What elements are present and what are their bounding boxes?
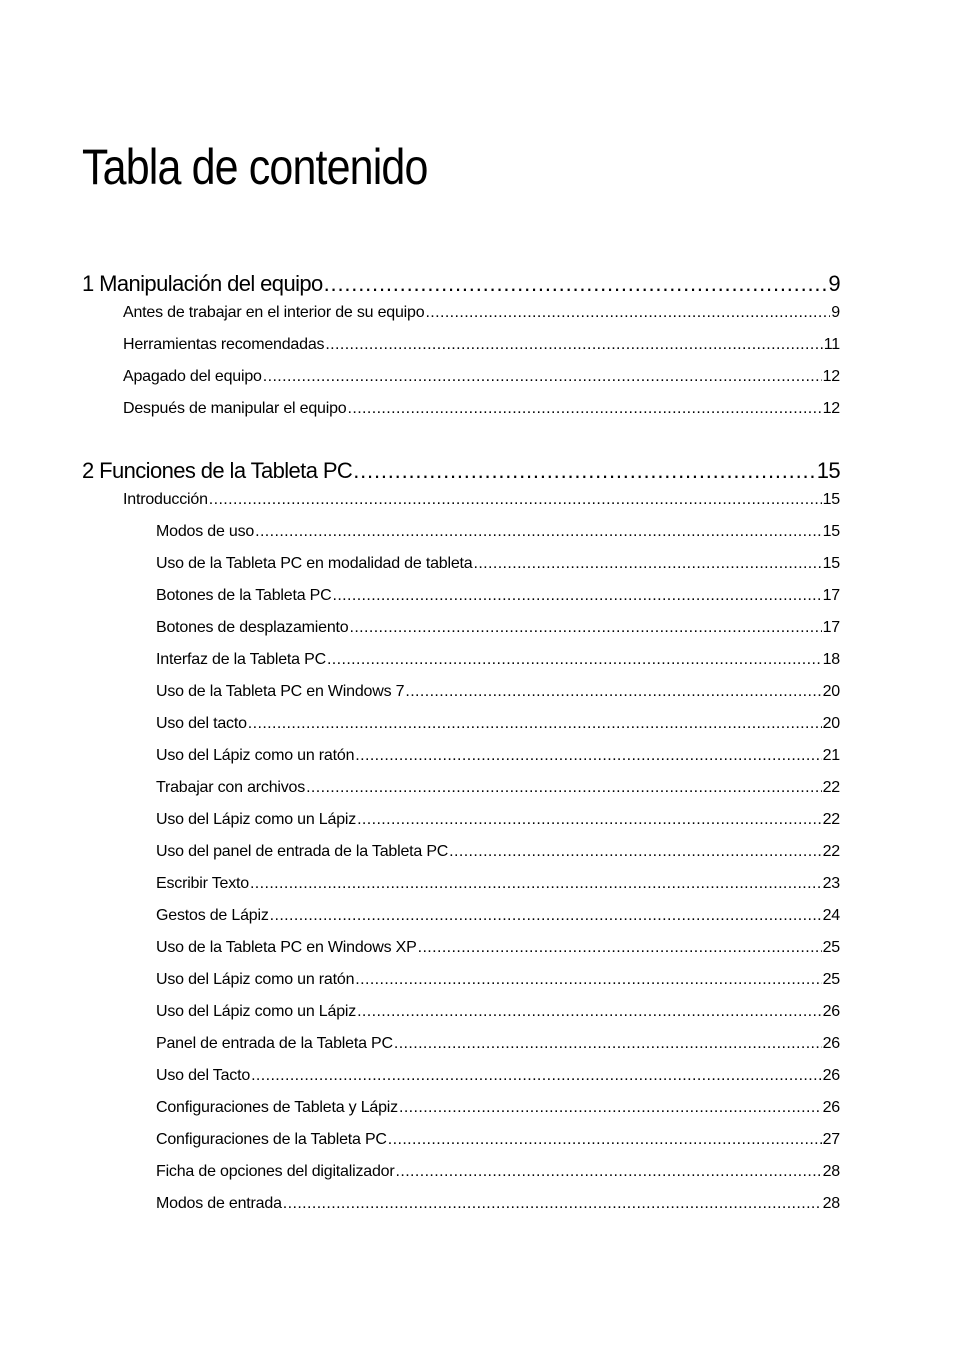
toc-entry[interactable] — [156, 1127, 840, 1153]
toc-leader-dots — [405, 679, 821, 705]
toc-entry[interactable] — [123, 300, 840, 326]
toc-leader-dots — [248, 711, 822, 737]
toc-entry[interactable] — [156, 711, 840, 737]
toc-leader-dots — [306, 775, 822, 801]
toc-entry[interactable] — [156, 615, 840, 641]
toc-entry-page-number: 26 — [822, 1035, 840, 1052]
toc-entry-label: Herramientas recomendadas — [123, 336, 325, 353]
toc-entry-label: Configuraciones de Tableta y Lápiz — [156, 1099, 398, 1116]
toc-entry-page-number: 15 — [822, 491, 840, 508]
toc-chapter-label: 2 Funciones de la Tableta PC — [82, 458, 353, 483]
toc-entry[interactable] — [156, 679, 840, 705]
toc-entry-label: Trabajar con archivos — [156, 779, 306, 796]
toc-entry-page-number: 26 — [822, 1067, 840, 1084]
toc-entry[interactable] — [156, 839, 840, 865]
toc-entry-label: Uso del Lápiz como un Lápiz — [156, 1003, 357, 1020]
toc-entry-label: Después de manipular el equipo — [123, 400, 347, 417]
toc-entry-page-number: 9 — [831, 304, 840, 321]
toc-leader-dots — [283, 1191, 822, 1217]
toc-chapter[interactable] — [82, 268, 840, 300]
toc-leader-dots — [355, 967, 821, 993]
toc-leader-dots — [388, 1127, 822, 1153]
toc-entry-label: Botones de la Tableta PC — [156, 587, 332, 604]
toc-leader-dots — [324, 268, 828, 300]
toc-leader-dots — [355, 743, 821, 769]
toc-entry-page-number: 17 — [822, 619, 840, 636]
toc-leader-dots — [357, 999, 822, 1025]
toc-entry-page-number: 15 — [822, 555, 840, 572]
toc-entry-page-number: 17 — [822, 587, 840, 604]
toc-leader-dots — [255, 519, 821, 545]
toc-entry-label: Modos de uso — [156, 523, 255, 540]
toc-entry-page-number: 18 — [822, 651, 840, 668]
toc-entry[interactable] — [123, 487, 840, 513]
toc-entry-label: Introducción — [123, 491, 208, 508]
toc-entry-page-number: 12 — [822, 368, 840, 385]
toc-entry[interactable] — [156, 519, 840, 545]
toc-entry[interactable] — [123, 332, 840, 358]
toc-entry-label: Interfaz de la Tableta PC — [156, 651, 326, 668]
toc-chapter-page-number: 15 — [816, 458, 840, 483]
toc-entry[interactable] — [156, 935, 840, 961]
toc-entry[interactable] — [156, 551, 840, 577]
toc-entry-label: Modos de entrada — [156, 1195, 282, 1212]
toc-leader-dots — [250, 871, 822, 897]
toc-entry-label: Escribir Texto — [156, 875, 249, 892]
toc-leader-dots — [325, 332, 822, 358]
toc-entry[interactable] — [156, 1095, 840, 1121]
toc-entry-page-number: 25 — [822, 939, 840, 956]
toc-entry-label: Antes de trabajar en el interior de su equipo — [123, 304, 425, 321]
toc-entry[interactable] — [156, 583, 840, 609]
toc-entry[interactable] — [156, 1159, 840, 1185]
toc-entry-label: Uso del Lápiz como un Lápiz — [156, 811, 357, 828]
toc-entry[interactable] — [156, 871, 840, 897]
toc-leader-dots — [473, 551, 821, 577]
page-title: Tabla de contenido — [82, 139, 428, 195]
toc-leader-dots — [418, 935, 822, 961]
toc-entry-page-number: 22 — [822, 843, 840, 860]
toc-entry-page-number: 12 — [822, 400, 840, 417]
toc-entry-label: Ficha de opciones del digitalizador — [156, 1163, 395, 1180]
toc-entry-label: Configuraciones de la Tableta PC — [156, 1131, 387, 1148]
toc-entry-label: Panel de entrada de la Tableta PC — [156, 1035, 393, 1052]
toc-entry-label: Uso del tacto — [156, 715, 247, 732]
toc-entry[interactable] — [156, 775, 840, 801]
toc-leader-dots — [209, 487, 822, 513]
toc-entry[interactable] — [156, 1031, 840, 1057]
toc-entry-page-number: 25 — [822, 971, 840, 988]
toc-entry[interactable] — [123, 396, 840, 422]
toc-leader-dots — [263, 364, 822, 390]
toc-leader-dots — [251, 1063, 822, 1089]
toc-entry-page-number: 11 — [823, 336, 840, 353]
toc-entry[interactable] — [156, 903, 840, 929]
toc-entry[interactable] — [156, 967, 840, 993]
toc-entry-page-number: 20 — [822, 683, 840, 700]
toc-entry[interactable] — [123, 364, 840, 390]
toc-entry-page-number: 23 — [822, 875, 840, 892]
toc-entry-page-number: 26 — [822, 1099, 840, 1116]
toc-entry-label: Uso de la Tableta PC en modalidad de tableta — [156, 555, 473, 572]
toc-entry[interactable] — [156, 743, 840, 769]
toc-leader-dots — [394, 1031, 822, 1057]
toc-entry-page-number: 15 — [822, 523, 840, 540]
toc-leader-dots — [399, 1095, 822, 1121]
toc-entry[interactable] — [156, 999, 840, 1025]
toc-leader-dots — [449, 839, 821, 865]
toc-entry-label: Apagado del equipo — [123, 368, 262, 385]
toc-entry-page-number: 20 — [822, 715, 840, 732]
toc-leader-dots — [270, 903, 822, 929]
toc-entry-label: Uso del Lápiz como un ratón — [156, 747, 355, 764]
toc-entry-label: Uso del Lápiz como un ratón — [156, 971, 355, 988]
toc-entry-page-number: 24 — [822, 907, 840, 924]
toc-entry-page-number: 22 — [822, 779, 840, 796]
toc-leader-dots — [332, 583, 821, 609]
toc-leader-dots — [327, 647, 822, 673]
toc-entry[interactable] — [156, 647, 840, 673]
toc-leader-dots — [348, 396, 822, 422]
toc-entry[interactable] — [156, 807, 840, 833]
toc-entry-label: Uso de la Tableta PC en Windows 7 — [156, 683, 405, 700]
toc-entry-page-number: 28 — [822, 1163, 840, 1180]
toc-chapter-page-number: 9 — [828, 271, 840, 296]
toc-entry-label: Uso del panel de entrada de la Tableta PC — [156, 843, 449, 860]
toc-entry-page-number: 26 — [822, 1003, 840, 1020]
toc-chapter-label: 1 Manipulación del equipo — [82, 271, 323, 296]
toc-entry-page-number: 21 — [822, 747, 840, 764]
toc-entry[interactable] — [156, 1063, 840, 1089]
toc-chapter[interactable] — [82, 455, 840, 487]
toc-entry-label: Uso de la Tableta PC en Windows XP — [156, 939, 417, 956]
toc-entry-page-number: 22 — [822, 811, 840, 828]
toc-leader-dots — [396, 1159, 822, 1185]
toc-entry-label: Uso del Tacto — [156, 1067, 251, 1084]
toc-entry-page-number: 28 — [822, 1195, 840, 1212]
toc-leader-dots — [357, 807, 822, 833]
toc-entry[interactable] — [156, 1191, 840, 1217]
toc-entry-label: Botones de desplazamiento — [156, 619, 349, 636]
toc-entry-label: Gestos de Lápiz — [156, 907, 269, 924]
toc-entry-page-number: 27 — [822, 1131, 840, 1148]
toc-leader-dots — [353, 455, 816, 487]
toc-leader-dots — [349, 615, 821, 641]
toc-leader-dots — [425, 300, 830, 326]
